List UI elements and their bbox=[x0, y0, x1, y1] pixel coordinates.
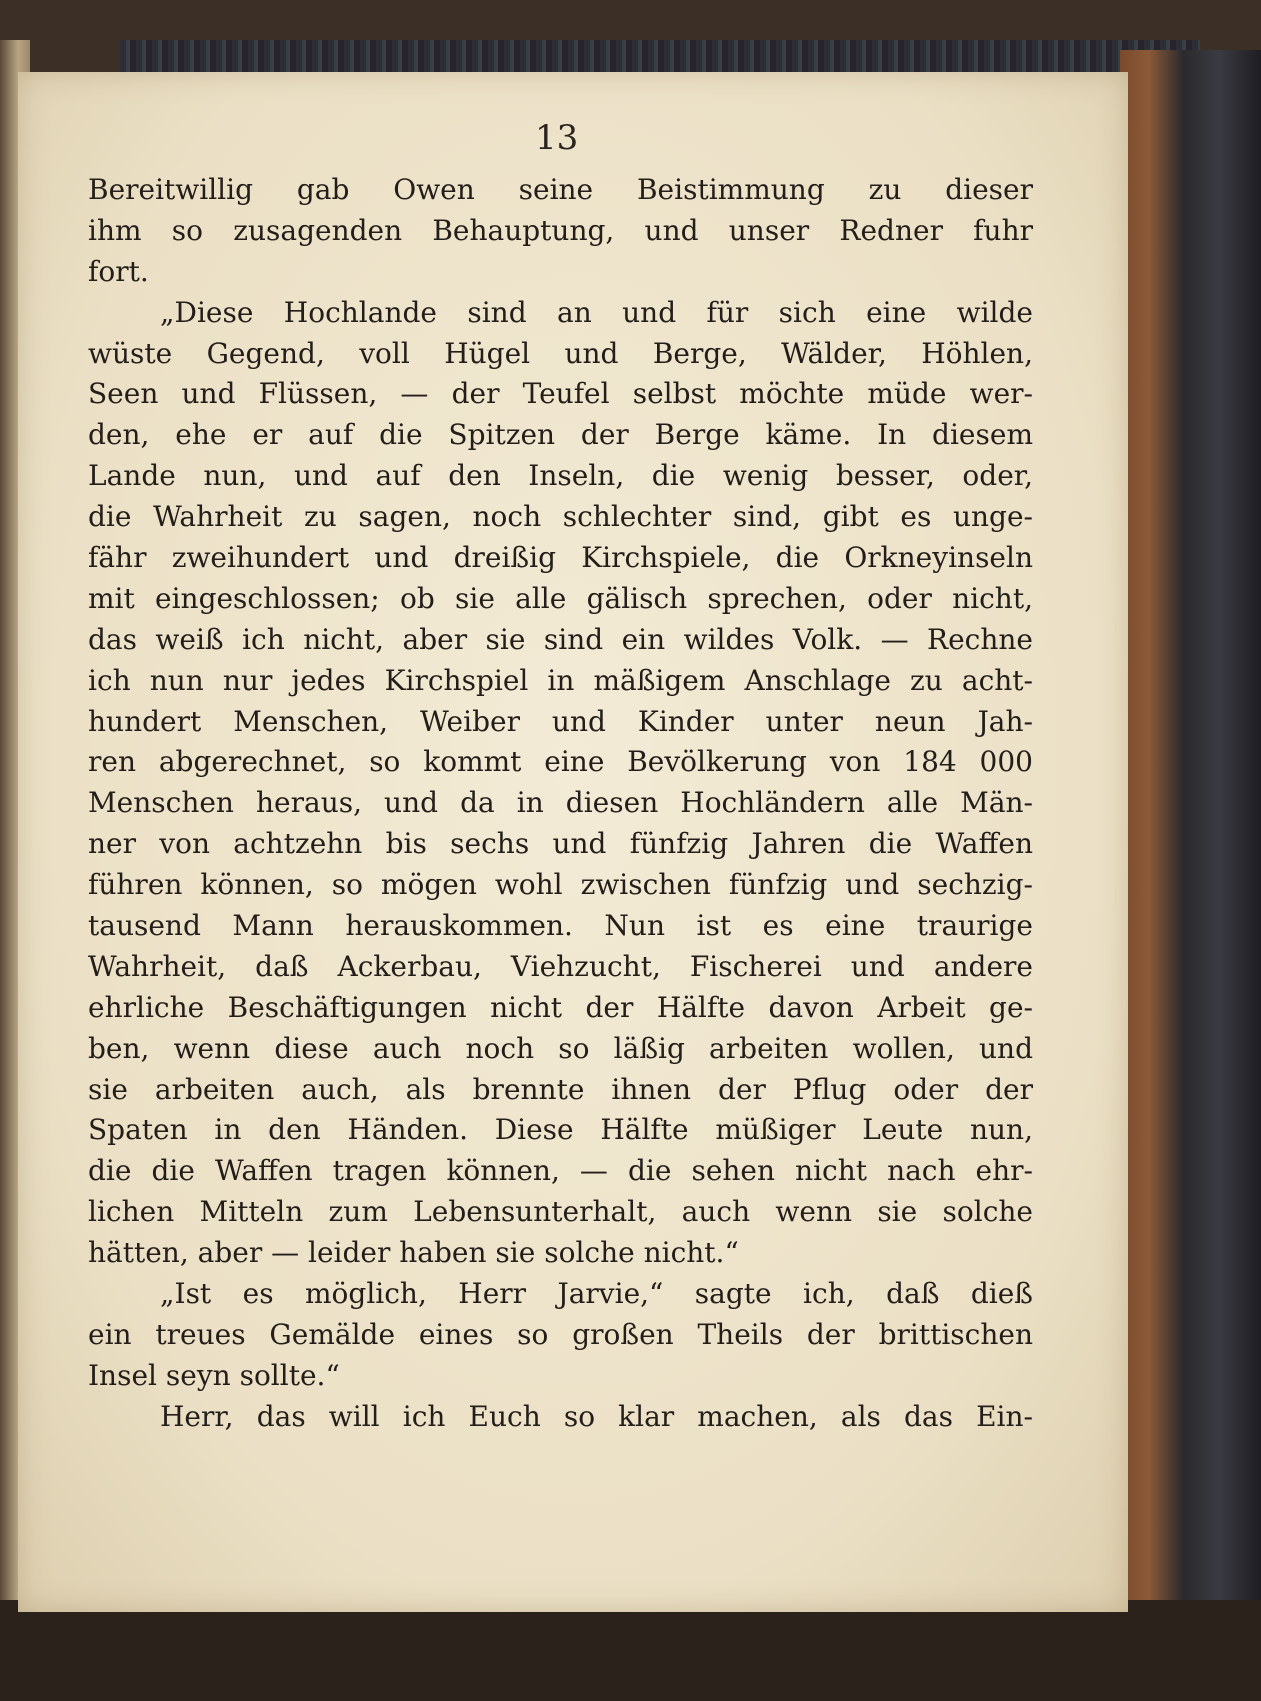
text-line: „Diese Hochlande sind an und für sich eine wilde bbox=[160, 295, 1033, 329]
text-line: fort. bbox=[88, 254, 149, 288]
text-line: den, ehe er auf die Spitzen der Berge käme. In diesem bbox=[88, 418, 1033, 452]
text-line: Menschen heraus, und da in diesen Hochländern alle Män- bbox=[88, 786, 1033, 820]
text-line: „Ist es möglich, Herr Jarvie,“ sagte ich, daß dieß bbox=[160, 1277, 1033, 1311]
text-line: ehrliche Beschäftigungen nicht der Hälfte davon Arbeit ge- bbox=[88, 990, 1033, 1024]
book-cover-right bbox=[1120, 50, 1261, 1630]
text-line: ihm so zusagenden Behauptung, und unser Redner fuhr bbox=[88, 213, 1033, 247]
text-line: Seen und Flüssen, — der Teufel selbst möchte müde wer- bbox=[88, 377, 1033, 411]
text-line: hätten, aber — leider haben sie solche nicht.“ bbox=[88, 1236, 739, 1270]
text-line: ben, wenn diese auch noch so läßig arbeiten wollen, und bbox=[88, 1031, 1033, 1065]
book-cover-bottom bbox=[0, 1600, 1261, 1701]
text-line: die Wahrheit zu sagen, noch schlechter sind, gibt es unge- bbox=[88, 500, 1033, 534]
text-line: wüste Gegend, voll Hügel und Berge, Wälder, Höhlen, bbox=[88, 336, 1033, 370]
text-line: ich nun nur jedes Kirchspiel in mäßigem Anschlage zu acht- bbox=[88, 663, 1033, 697]
text-line: lichen Mitteln zum Lebensunterhalt, auch wenn sie solche bbox=[88, 1195, 1033, 1229]
text-line: mit eingeschlossen; ob sie alle gälisch sprechen, oder nicht, bbox=[88, 581, 1033, 615]
text-line: tausend Mann herauskommen. Nun ist es eine traurige bbox=[88, 909, 1033, 943]
text-line: ren abgerechnet, so kommt eine Bevölkerung von 184 000 bbox=[88, 745, 1033, 779]
text-line: ein treues Gemälde eines so großen Theils der brittischen bbox=[88, 1317, 1033, 1351]
text-line: Insel seyn sollte.“ bbox=[88, 1358, 340, 1392]
text-line: sie arbeiten auch, als brennte ihnen der Pflug oder der bbox=[88, 1072, 1033, 1106]
text-line: Wahrheit, daß Ackerbau, Viehzucht, Fischerei und andere bbox=[88, 949, 1033, 983]
text-line: hundert Menschen, Weiber und Kinder unter neun Jah- bbox=[88, 704, 1033, 738]
text-line: führen können, so mögen wohl zwischen fünfzig und sechzig- bbox=[88, 868, 1033, 902]
text-line: fähr zweihundert und dreißig Kirchspiele, die Orkneyinseln bbox=[88, 541, 1033, 575]
text-line: Herr, das will ich Euch so klar machen, als das Ein- bbox=[160, 1399, 1033, 1433]
body-text bbox=[88, 170, 1033, 1438]
text-line: das weiß ich nicht, aber sie sind ein wildes Volk. — Rechne bbox=[88, 622, 1033, 656]
page-number: 13 bbox=[535, 118, 579, 158]
text-line: ner von achtzehn bis sechs und fünfzig Jahren die Waffen bbox=[88, 827, 1033, 861]
text-line: Lande nun, und auf den Inseln, die wenig besser, oder, bbox=[88, 459, 1033, 493]
text-line: Bereitwillig gab Owen seine Beistimmung zu dieser bbox=[88, 173, 1033, 206]
text-line: die die Waffen tragen können, — die sehen nicht nach ehr- bbox=[88, 1154, 1033, 1188]
text-line: Spaten in den Händen. Diese Hälfte müßiger Leute nun, bbox=[88, 1113, 1033, 1147]
